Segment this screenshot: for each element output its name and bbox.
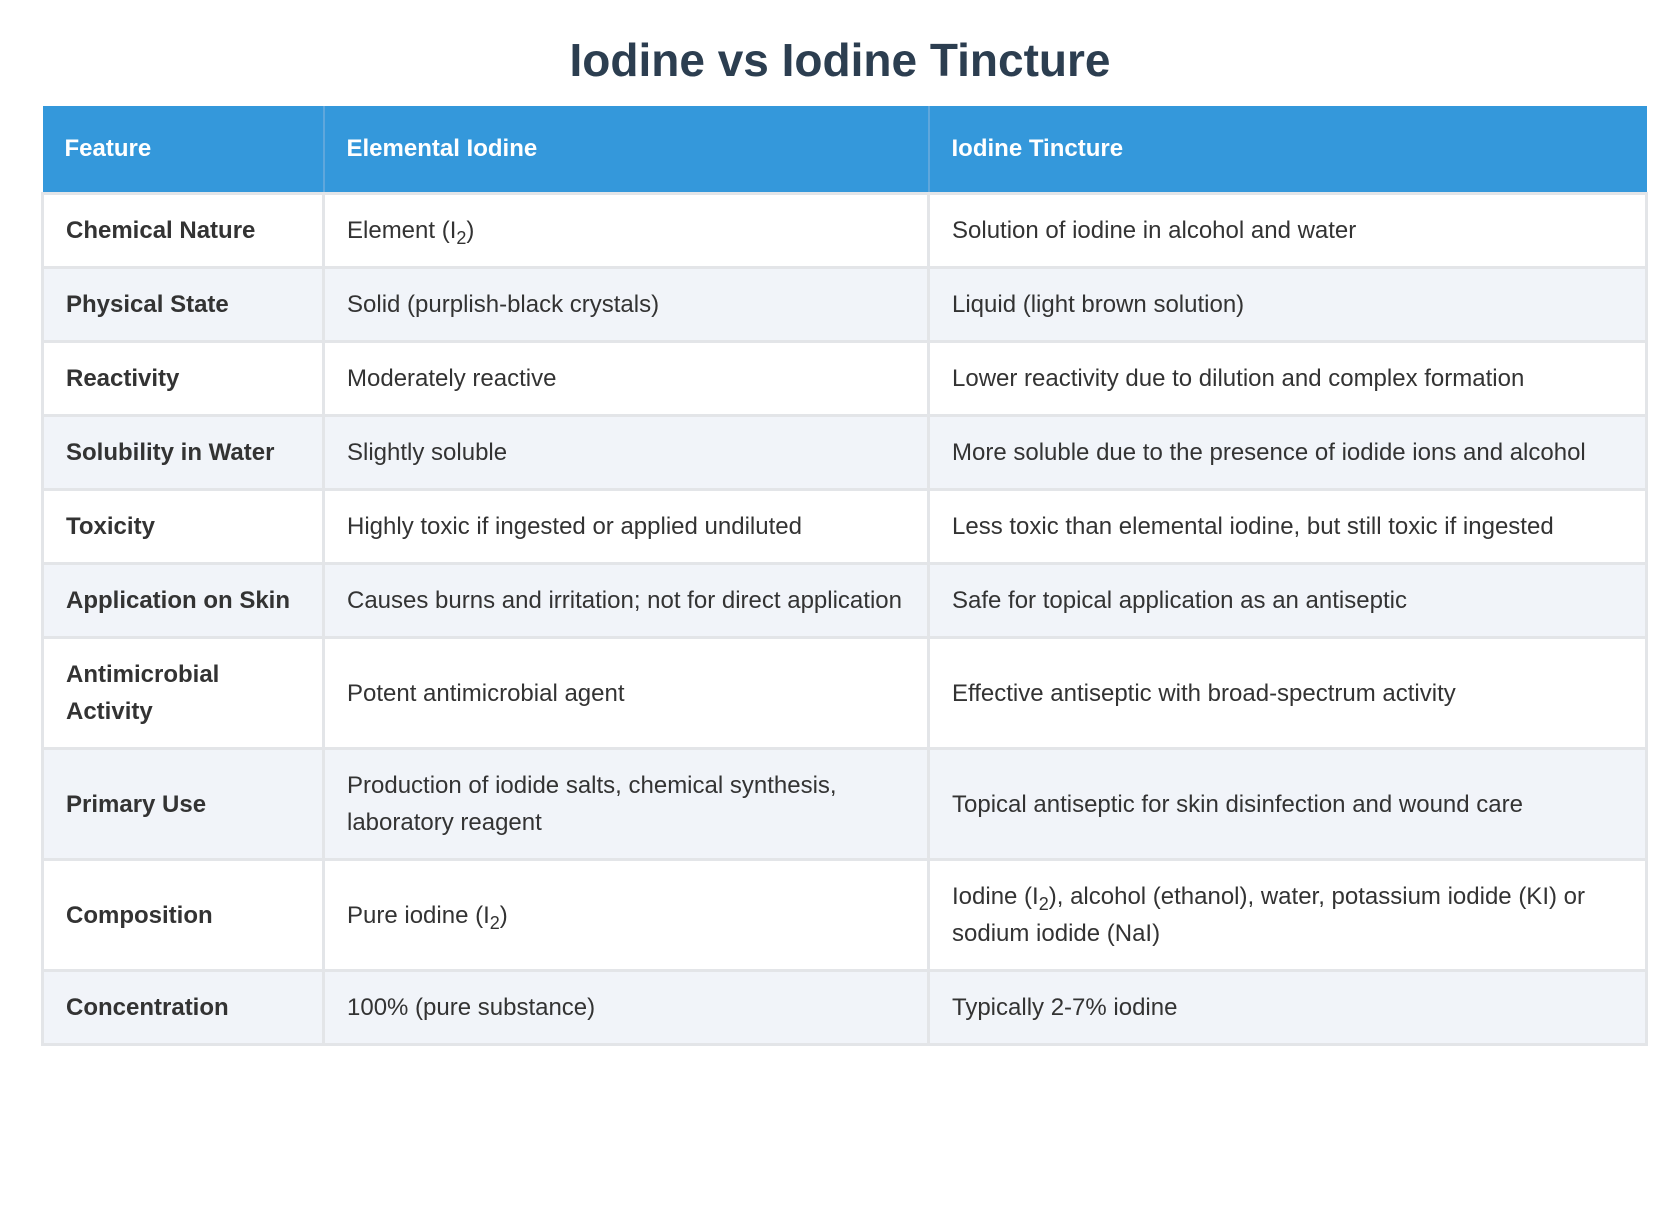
page-title: Iodine vs Iodine Tincture bbox=[569, 34, 1111, 86]
elemental-cell: Slightly soluble bbox=[324, 416, 929, 490]
table-row bbox=[43, 564, 1647, 638]
table-row bbox=[43, 268, 1647, 342]
feature-cell: Toxicity bbox=[43, 490, 324, 564]
feature-cell: Solubility in Water bbox=[43, 416, 324, 490]
elemental-cell: Potent antimicrobial agent bbox=[324, 638, 929, 749]
tincture-cell: Iodine $(I_2)$, alcohol (ethanol), water, potassium iodide (KI) or sodium iodide (NaI) bbox=[929, 860, 1647, 971]
comparison-table bbox=[41, 106, 1648, 1046]
tincture-cell: Safe for topical application as an antiseptic bbox=[929, 564, 1647, 638]
tincture-cell: More soluble due to the presence of iodide ions and alcohol bbox=[929, 416, 1647, 490]
feature-cell: Composition bbox=[43, 860, 324, 971]
table-row bbox=[43, 971, 1647, 1045]
tincture-cell: Solution of iodine in alcohol and water bbox=[929, 194, 1647, 268]
tincture-cell: Typically 2-7% iodine bbox=[929, 971, 1647, 1045]
tincture-cell: Topical antiseptic for skin disinfection and wound care bbox=[929, 749, 1647, 860]
elemental-cell: Highly toxic if ingested or applied undiluted bbox=[324, 490, 929, 564]
table-row bbox=[43, 342, 1647, 416]
feature-cell: Antimicrobial Activity bbox=[43, 638, 324, 749]
feature-cell: Primary Use bbox=[43, 749, 324, 860]
table-row bbox=[43, 490, 1647, 564]
feature-cell: Physical State bbox=[43, 268, 324, 342]
table-row bbox=[43, 638, 1647, 749]
table-row bbox=[43, 416, 1647, 490]
elemental-cell: Element $(I_2)$ bbox=[324, 194, 929, 268]
tincture-cell: Liquid (light brown solution) bbox=[929, 268, 1647, 342]
header-iodine-tincture: Iodine Tincture bbox=[929, 106, 1647, 194]
elemental-cell: Pure iodine $(I_2)$ bbox=[324, 860, 929, 971]
table-header-row bbox=[43, 106, 1647, 194]
elemental-cell: Production of iodide salts, chemical synthesis, laboratory reagent bbox=[324, 749, 929, 860]
table-row bbox=[43, 860, 1647, 971]
elemental-cell: Moderately reactive bbox=[324, 342, 929, 416]
table-row bbox=[43, 194, 1647, 268]
tincture-cell: Lower reactivity due to dilution and complex formation bbox=[929, 342, 1647, 416]
elemental-cell: Solid (purplish-black crystals) bbox=[324, 268, 929, 342]
header-elemental-iodine: Elemental Iodine bbox=[324, 106, 929, 194]
elemental-cell: 100% (pure substance) bbox=[324, 971, 929, 1045]
feature-cell: Reactivity bbox=[43, 342, 324, 416]
feature-cell: Concentration bbox=[43, 971, 324, 1045]
feature-cell: Chemical Nature bbox=[43, 194, 324, 268]
table-row bbox=[43, 749, 1647, 860]
feature-cell: Application on Skin bbox=[43, 564, 324, 638]
tincture-cell: Less toxic than elemental iodine, but still toxic if ingested bbox=[929, 490, 1647, 564]
elemental-cell: Causes burns and irritation; not for direct application bbox=[324, 564, 929, 638]
tincture-cell: Effective antiseptic with broad-spectrum activity bbox=[929, 638, 1647, 749]
header-feature: Feature bbox=[43, 106, 324, 194]
